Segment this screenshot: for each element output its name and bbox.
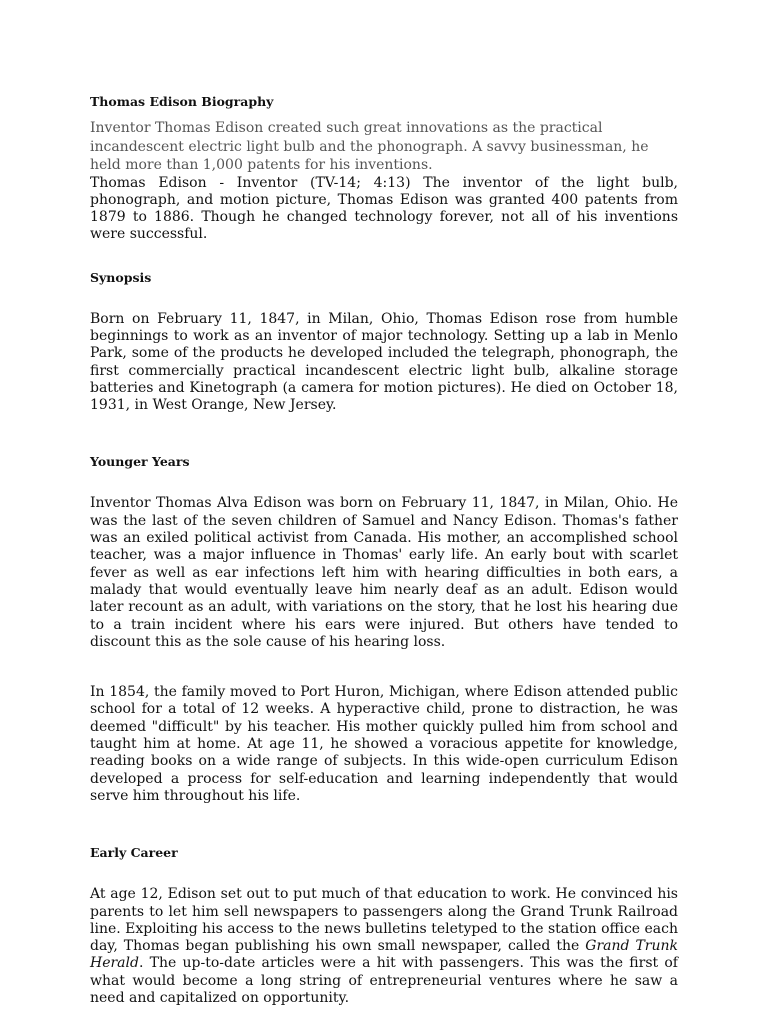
section-heading-synopsis: Synopsis [90, 269, 152, 285]
section-heading-younger-years: Younger Years [90, 454, 190, 470]
summary-paragraph: Thomas Edison - Inventor (TV-14; 4:13) The inventor of the light bulb, phonograph, and motion picture, Thomas Edison was granted 400 patents from 1879 to 1886. Though he changed technology forever, not all of his inventions were successful. [90, 174, 678, 243]
early-career-text-before: At age 12, Edison set out to put much of that education to work. He convinced his parents to let him sell newspapers to passengers along the Grand Trunk Railroad line. Exploiting his access to the news bulletins teletyped to the station office each day, Thomas began publishing his own small newspaper, called the [90, 886, 679, 955]
synopsis-paragraph: Born on February 11, 1847, in Milan, Ohio, Thomas Edison rose from humble beginnings to work as an inventor of major technology. Setting up a lab in Menlo Park, some of the products he developed included the telegraph, phonograph, the first commercially practical incandescent electric light bulb, alkaline storage batteries and Kinetograph (a camera for motion pictures). He died on October 18, 1931, in West Orange, New Jersey. [90, 310, 678, 414]
section-heading-early-career: Early Career [90, 845, 178, 861]
early-career-paragraph [90, 886, 678, 1007]
newspaper-title: Grand Trunk Herald [90, 938, 679, 972]
intro-paragraph: Inventor Thomas Edison created such great innovations as the practical incandescent electric light bulb and the phonograph. A savvy businessman, he held more than 1,000 patents for his inventions. [90, 120, 649, 173]
early-career-text-after: . The up-to-date articles were a hit with passengers. This was the first of what would become a long string of entrepreneurial ventures where he saw a need and capitalized on opportunity. [90, 955, 678, 1006]
younger-years-paragraph-1: Inventor Thomas Alva Edison was born on February 11, 1847, in Milan, Ohio. He was the last of the seven children of Samuel and Nancy Edison. Thomas's father was an exiled political activist from Canada. His mother, an accomplished school teacher, was a major influence in Thomas' early life. An early bout with scarlet fever as well as ear infections left him with hearing difficulties in both ears, a malady that would eventually leave him nearly deaf as an adult. Edison would later recount as an adult, with variations on the story, that he lost his hearing due to a train incident where his ears were injured. But others have tended to discount this as the sole cause of his hearing loss. [90, 495, 678, 650]
younger-years-paragraph-2: In 1854, the family moved to Port Huron, Michigan, where Edison attended public school for a total of 12 weeks. A hyperactive child, prone to distraction, he was deemed "difficult" by his teacher. His mother quickly pulled him from school and taught him at home. At age 11, he showed a voracious appetite for knowledge, reading books on a wide range of subjects. In this wide-open curriculum Edison developed a process for self-education and learning independently that would serve him throughout his life. [90, 684, 678, 804]
document-title: Thomas Edison Biography [90, 94, 274, 109]
document-page [90, 93, 678, 1007]
